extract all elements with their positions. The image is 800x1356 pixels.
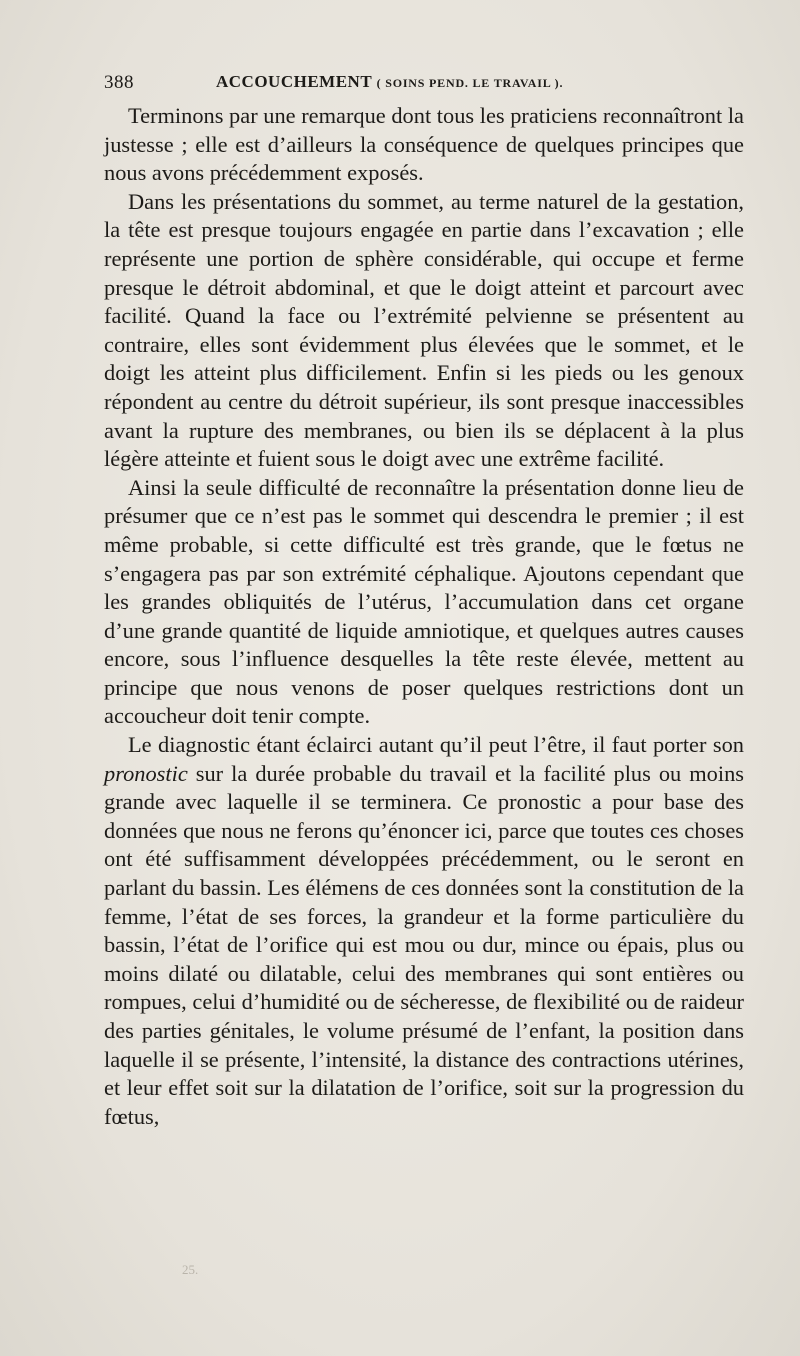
- running-title-main: ACCOUCHEMENT: [216, 72, 372, 91]
- page-number: 388: [104, 72, 134, 93]
- running-title-sub: ( SOINS PEND. LE TRAVAIL ).: [376, 76, 564, 90]
- paragraph-4-start: Le diagnostic étant éclairci autant qu’il peut l’être, il faut porter son: [128, 732, 744, 758]
- paragraph-4-end: sur la durée probable du travail et la facilité plus ou moins grande avec laquelle il se terminera. Ce pronostic a pour base des données que nous ne ferons qu’énoncer ici, parce que toutes ces choses ont été suffisamment développées précédemment, ou le seront en parlant du bassin. Les élémens de ces données sont la constitution de la femme, l’état de ses forces, la grandeur et la forme particulière du bassin, l’état de l’orifice qui est mou ou dur, mince ou épais, plus ou moins dilaté ou dilatable, celui des membranes qui sont entières ou rompues, celui d’humidité ou de sécheresse, de flexibilité ou de raideur des parties génitales, le volume présumé de l’enfant, la position dans laquelle il se présente, l’intensité, la distance des contractions utérines, et leur effet soit sur la dilatation de l’orifice, soit sur la progression du fœtus,: [104, 760, 744, 1129]
- paragraph-4: [104, 731, 744, 1131]
- paragraph-2: Dans les présentations du sommet, au terme naturel de la gestation, la tête est presque toujours engagée en partie dans l’excavation ; elle représente une portion de sphère considérable, qui occupe et ferme presque le détroit abdominal, et que le doigt atteint et parcourt avec facilité. Quand la face ou l’extrémité pelvienne se présentent au contraire, elles sont évidemment plus élevées que le sommet, et le doigt les atteint plus difficilement. Enfin si les pieds ou les genoux répondent au centre du détroit supérieur, ils sont presque inaccessibles avant la rupture des membranes, ou bien ils se déplacent à la plus légère atteinte et fuient sous le doigt avec une extrême facilité.: [104, 188, 744, 472]
- paragraph-1: Terminons par une remarque dont tous les praticiens reconnaîtront la justesse ; elle est d’ailleurs la conséquence de quelques principes que nous avons précédemment exposés.: [104, 103, 744, 186]
- running-header: [104, 72, 744, 100]
- signature-mark: 25.: [182, 1262, 199, 1277]
- paragraph-3: Ainsi la seule difficulté de reconnaître la présentation donne lieu de présumer que ce n’est pas le sommet qui descendra le premier ; il est même probable, si cette difficulté est très grande, que le fœtus ne s’engagera pas par son extrémité céphalique. Ajoutons cependant que les grandes obliquités de l’utérus, l’accumulation dans cet organe d’une grande quantité de liquide amniotique, et quelques autres causes encore, sous l’influence desquelles la tête reste élevée, mettent au principe que nous venons de poser quelques restrictions dont un accoucheur doit tenir compte.: [104, 474, 744, 729]
- body-text: [104, 102, 744, 1131]
- running-title: [216, 72, 563, 92]
- pronostic-italic: pronostic: [104, 760, 188, 786]
